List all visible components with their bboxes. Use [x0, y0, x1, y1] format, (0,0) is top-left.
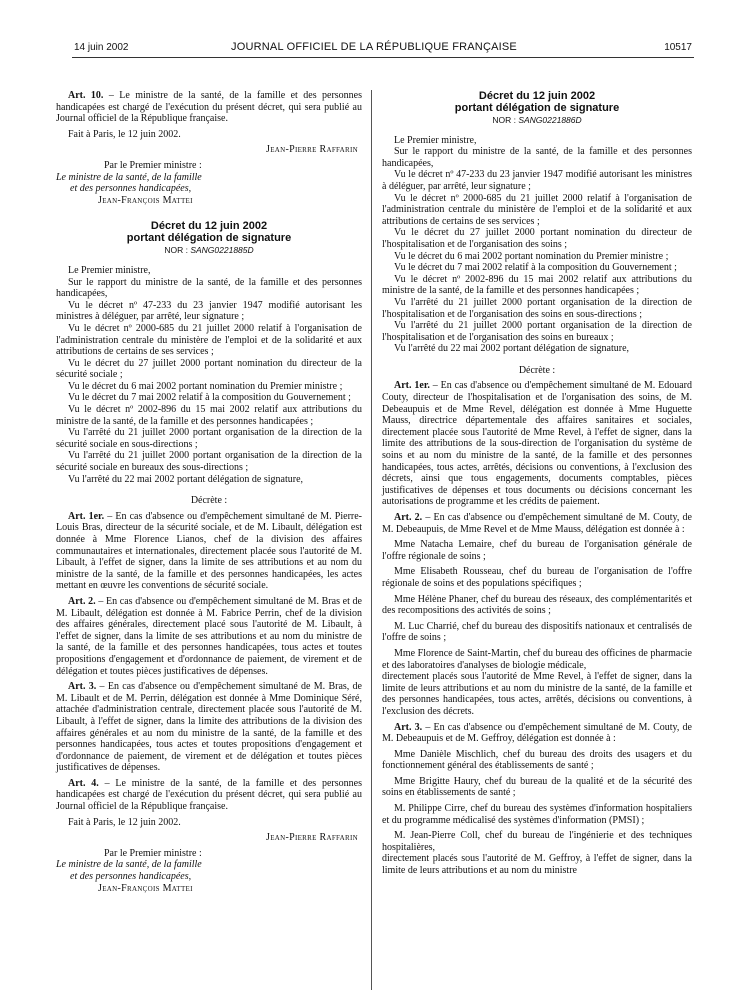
- visa-line: Vu le décret nº 2002-896 du 15 mai 2002 relatif aux attributions du ministre de la santé, de la famille et des personnes handicapées ;: [382, 273, 692, 297]
- visa-line: Vu l'arrêté du 22 mai 2002 portant délégation de signature,: [68, 473, 304, 485]
- visa-line: Vu l'arrêté du 21 juillet 2000 portant organisation de la direction de la sécurité sociale en bureaux des sous-directions ;: [56, 450, 362, 474]
- visa-line: Vu le décret du 6 mai 2002 portant nomination du Premier ministre ;: [68, 380, 343, 392]
- delegate-item: M. Philippe Cirre, chef du bureau des systèmes d'information hospitaliers et du programme médicalisé des systèmes d'information (PMSI) ;: [382, 803, 692, 826]
- article-label: Art. 1er.: [68, 510, 105, 522]
- page-header: [0, 0, 748, 53]
- minister-title-line2: et des personnes handicapées,: [70, 871, 192, 883]
- article-label: Art. 4.: [68, 777, 99, 789]
- delegate-item: M. Luc Charrié, chef du bureau des dispositifs nationaux et centralisés de l'offre de soins ;: [382, 620, 692, 644]
- article-1: [56, 511, 362, 592]
- header-rule: [72, 57, 694, 58]
- par-premier-ministre: Par le Premier ministre :: [104, 159, 202, 171]
- visa-line: Vu l'arrêté du 22 mai 2002 portant délégation de signature,: [394, 343, 630, 355]
- issue-date: 14 juin 2002: [74, 42, 129, 53]
- article-4: [56, 778, 362, 813]
- article-3: [56, 681, 362, 774]
- visa-line: Vu le décret du 6 mai 2002 portant nomination du Premier ministre ;: [394, 250, 669, 262]
- signatory-minister: Jean-François Mattei: [98, 194, 193, 206]
- visa-line: Vu le décret du 27 juillet 2000 portant nomination du directeur de l'hospitalisation et de l'organisation des soins ;: [382, 227, 692, 250]
- decrete-heading: Décrète :: [190, 495, 228, 507]
- delegate-item: M. Jean-Pierre Coll, chef du bureau de l'ingénierie et des techniques hospitalières,: [382, 830, 692, 853]
- visa-line: Le Premier ministre,: [394, 134, 477, 146]
- article-text: – En cas d'absence ou d'empêchement simultané de M. Couty, de M. Debeaupuis, de Mme Revel et de Mme Mauss, délégation est donnée à :: [382, 512, 692, 535]
- nor-reference: [56, 245, 362, 257]
- page-number: 10517: [664, 42, 692, 53]
- nor-reference: [382, 115, 692, 127]
- visa-line: Vu le décret nº 2000-685 du 21 juillet 2000 relatif à l'organisation de l'administration centrale du ministère de l'emploi et de la solidarité et aux attributions de certains de ses services ;: [382, 192, 692, 227]
- article-label: Art. 2.: [68, 595, 96, 607]
- article-text: – En cas d'absence ou d'empêchement simultané de M. Bras et de M. Libault, délégation est donnée à M. Fabrice Perrin, chef de la division des affaires générales, directement placé sous l'autorité de M. Libault, à l'effet de signer, dans la limite de ses attributions et au nom du ministre de la santé, de la famille et des personnes handicapées, tous actes et toutes propositions d'engagement et d'ordonnance de paiement, de virement et de délégation et toutes pièces justificatives de dépenses.: [56, 595, 362, 677]
- minister-title-line2: et des personnes handicapées,: [70, 183, 192, 195]
- nor-code: SANG0221885D: [190, 245, 254, 256]
- visa-line: Vu le décret nº 2002-896 du 15 mai 2002 relatif aux attributions du ministre de la santé, de la famille et des personnes handicapées ;: [56, 404, 362, 427]
- delegate-item: Mme Florence de Saint-Martin, chef du bureau des officines de pharmacie et des laboratoires d'analyses de biologie médicale,: [382, 647, 692, 671]
- right-column: [382, 90, 692, 877]
- article-text: – Le ministre de la santé, de la famille et des personnes handicapées est chargé de l'exécution du présent décret, qui sera publié au Journal officiel de la République française.: [56, 777, 362, 813]
- decree-subtitle: portant délégation de signature: [126, 232, 292, 245]
- delegate-item: Mme Natacha Lemaire, chef du bureau de l'organisation générale de l'offre régionale de soins ;: [382, 539, 692, 562]
- article-label: Art. 1er.: [394, 380, 430, 392]
- fait-line: Fait à Paris, le 12 juin 2002.: [68, 816, 181, 828]
- signatory-pm: Jean-Pierre Raffarin: [266, 144, 358, 156]
- article-2: [382, 512, 692, 535]
- visa-line: Vu le décret nº 47-233 du 23 janvier 1947 modifié autorisant les ministres à déléguer, par arrêté, leur signature ;: [56, 299, 362, 323]
- article-text: – En cas d'absence ou d'empêchement simultané de M. Bras, de M. Libault et de M. Perrin, délégation est donnée à Mme Dominique Séré, attachée d'administration centrale, directement placée sous l'autorité de M. Libault, à l'effet de signer, dans la limite des attributions de la division des affaires générales et au nom du ministre de la santé, de la famille et des personnes handicapées, tous actes et toutes propositions d'engagement et d'ordonnance de paiement, de virement et de délégation et toutes pièces justificatives de dépenses.: [56, 681, 362, 774]
- nor-label: NOR :: [492, 115, 519, 125]
- article-label: Art. 3.: [68, 681, 97, 693]
- minister-title-line1: Le ministre de la santé, de la famille: [56, 171, 202, 183]
- article-text: – En cas d'absence ou d'empêchement simultané de M. Pierre-Louis Bras, directeur de la sécurité sociale, et de M. Libault, délégation est donnée à Mme Florence Lianos, chef de la division des affaires communautaires et internationales, directement placée sous l'autorité de M. Libault, à l'effet de signer, dans la limite de ses attributions et au nom du ministre de la santé, de la famille et des personnes handicapées, les actes mettant en œuvre les conventions de sécurité sociale.: [56, 510, 363, 592]
- article-tail: directement placés sous l'autorité de M. Geffroy, à l'effet de signer, dans la limite de leurs attributions et au nom du ministre: [382, 853, 692, 877]
- article-2: [56, 596, 362, 677]
- article-text: – En cas d'absence ou d'empêchement simultané de M. Edouard Couty, directeur de l'hospitalisation et de l'organisation des soins, de M. Debeaupuis et de Mme Revel, délégation est donnée à Mme Huguette Mauss, directrice départementale des affaires sanitaires et sociales, directement placée sous l'autorité de Mme Revel, à l'effet de signer, dans la limite des attributions de la sous-direction de l'organisation du système de soins et au nom du ministre de la santé, de la famille et des personnes handicapées, tous actes, arrêtés, décisions ou conventions, à l'exclusion des décrets, ainsi que tous engagements, documents comptables, pièces justificatives de dépenses et tous documents ou décisions concernant les autorisations de programme et les crédits de paiement.: [382, 380, 692, 508]
- article-text: – Le ministre de la santé, de la famille et des personnes handicapées est chargé de l'exécution du présent décret, qui sera publié au Journal officiel de la République française.: [56, 90, 362, 125]
- column-divider: [371, 90, 372, 990]
- visas: [382, 135, 692, 355]
- visa-line: Sur le rapport du ministre de la santé, de la famille et des personnes handicapées,: [382, 146, 692, 169]
- article-text: – En cas d'absence ou d'empêchement simultané de M. Couty, de M. Debeaupuis et de M. Geffroy, délégation est donnée à :: [382, 721, 692, 745]
- signatory-pm: Jean-Pierre Raffarin: [266, 832, 358, 844]
- visas: [56, 265, 362, 485]
- visa-line: Vu le décret du 7 mai 2002 relatif à la composition du Gouvernement ;: [394, 262, 677, 274]
- article-3: [382, 722, 692, 745]
- decree-subtitle: portant délégation de signature: [454, 102, 620, 114]
- decrete-heading: Décrète :: [518, 364, 556, 376]
- article-10: [56, 90, 362, 125]
- visa-line: Sur le rapport du ministre de la santé, de la famille et des personnes handicapées,: [56, 276, 362, 300]
- visa-line: Vu le décret nº 2000-685 du 21 juillet 2000 relatif à l'organisation de l'administration centrale du ministère de l'emploi et de la solidarité et aux attributions de certains de ses services ;: [56, 322, 362, 358]
- visa-line: Vu l'arrêté du 21 juillet 2000 portant organisation de la direction de l'hospitalisation et de l'organisation des soins en bureaux ;: [382, 320, 692, 343]
- article-label: Art. 10.: [68, 90, 104, 101]
- visa-line: Vu le décret du 27 juillet 2000 portant nomination du directeur de la sécurité sociale ;: [56, 357, 362, 381]
- decree-title: Décret du 12 juin 2002: [478, 90, 596, 102]
- visa-line: Vu l'arrêté du 21 juillet 2000 portant organisation de la direction de l'hospitalisation et de l'organisation des soins en sous-directions ;: [382, 296, 692, 320]
- minister-title-line1: Le ministre de la santé, de la famille: [56, 859, 202, 871]
- article-tail: directement placés sous l'autorité de Mme Revel, à l'effet de signer, dans la limite de leurs attributions et au nom du ministre de la santé, de la famille et des personnes handicapées, tous actes, arrêtés, décisions ou conventions, à l'exclusion des décrets.: [382, 671, 692, 717]
- par-premier-ministre: Par le Premier ministre :: [104, 847, 202, 859]
- nor-label: NOR :: [164, 245, 191, 256]
- article-label: Art. 2.: [394, 512, 423, 523]
- article-label: Art. 3.: [394, 721, 423, 733]
- decree-title: Décret du 12 juin 2002: [150, 220, 268, 233]
- delegate-item: Mme Hélène Phaner, chef du bureau des réseaux, des complémentarités et des recompositions des activités de soins ;: [382, 593, 692, 617]
- visa-line: Vu l'arrêté du 21 juillet 2000 portant organisation de la direction de la sécurité sociale en sous-directions ;: [56, 427, 362, 450]
- delegate-item: Mme Elisabeth Rousseau, chef du bureau de l'organisation de l'offre régionale de soins et des populations spécifiques ;: [382, 566, 692, 589]
- delegate-item: Mme Brigitte Haury, chef du bureau de la qualité et de la sécurité des soins en établissements de santé ;: [382, 775, 692, 799]
- left-column: [56, 90, 362, 894]
- visa-line: Vu le décret nº 47-233 du 23 janvier 1947 modifié autorisant les ministres à déléguer, par arrêté, leur signature ;: [382, 169, 692, 192]
- visa-line: Vu le décret du 7 mai 2002 relatif à la composition du Gouvernement ;: [68, 392, 351, 404]
- delegate-item: Mme Danièle Mischlich, chef du bureau des droits des usagers et du fonctionnement général des établissements de santé ;: [382, 748, 692, 772]
- signatory-minister: Jean-François Mattei: [98, 882, 193, 894]
- journal-title: JOURNAL OFFICIEL DE LA RÉPUBLIQUE FRANÇAISE: [231, 41, 517, 53]
- nor-code: SANG0221886D: [518, 115, 582, 125]
- visa-line: Le Premier ministre,: [68, 264, 151, 276]
- fait-line: Fait à Paris, le 12 juin 2002.: [68, 128, 181, 140]
- article-1: [382, 380, 692, 508]
